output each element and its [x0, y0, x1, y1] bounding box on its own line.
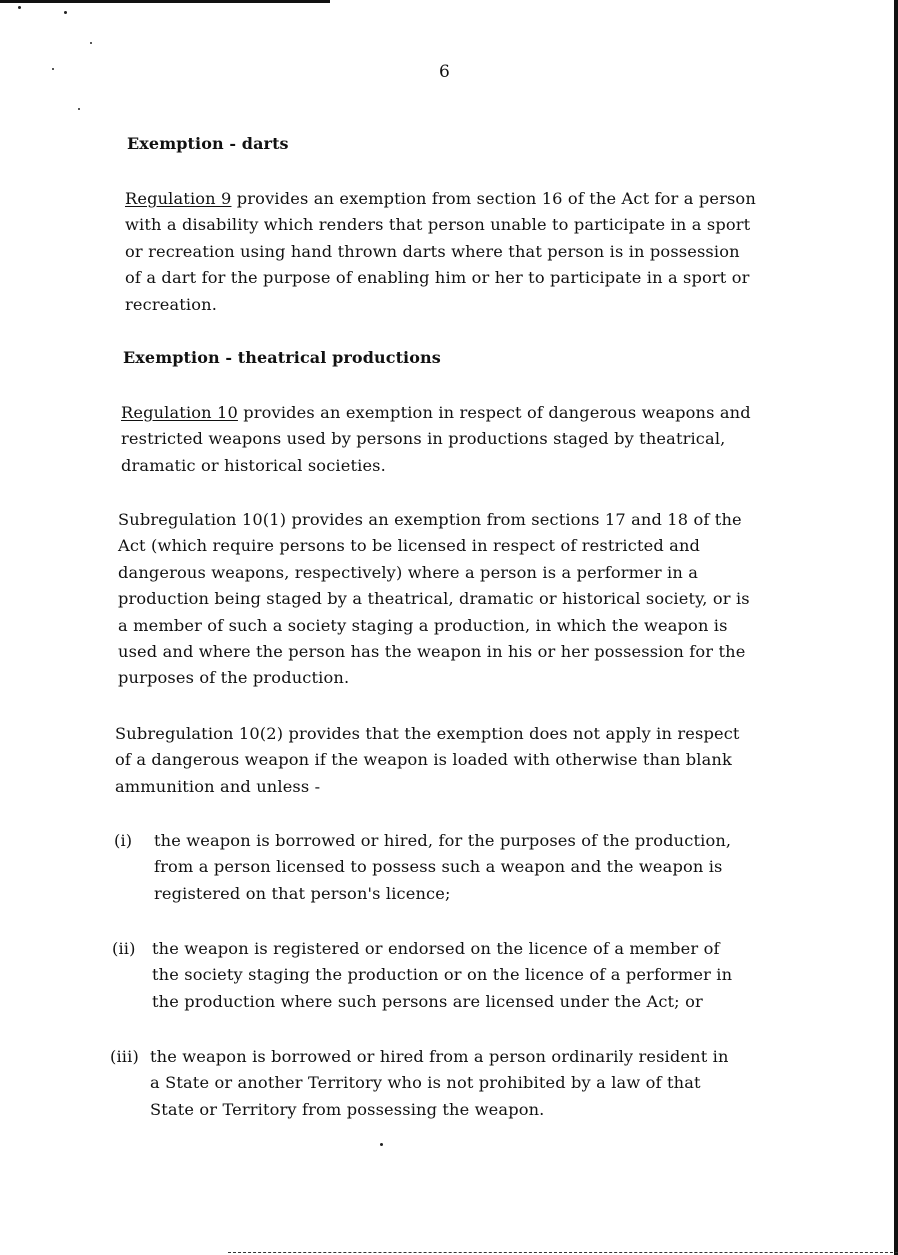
list-item-iii	[110, 1044, 750, 1124]
list-item-number: (ii)	[112, 939, 136, 958]
paragraph-text: provides an exemption in respect of dangerous weapons and restricted weapons used by persons in productions staged by theatrical, dramatic or historical societies.	[121, 403, 751, 475]
list-item-number: (i)	[114, 831, 133, 850]
scan-speck	[52, 68, 54, 70]
scan-speck	[18, 6, 21, 9]
scan-speck	[380, 1143, 383, 1146]
scan-speck	[90, 42, 92, 44]
list-item-text: the weapon is registered or endorsed on the licence of a member of the society staging the production or on the licence of a performer in the production where such persons are licensed under the Act; or	[152, 939, 733, 1011]
regulation-10-reference: Regulation 10	[121, 403, 238, 422]
list-item-i	[114, 828, 754, 908]
paragraph-subregulation-10-2: Subregulation 10(2) provides that the exemption does not apply in respect of a dangerous weapon if the weapon is loaded with otherwise than blank ammunition and unless -	[115, 724, 740, 796]
list-item-text: the weapon is borrowed or hired from a person ordinarily resident in a State or another Territory who is not prohibited by a law of that State or Territory from possessing the weapon.	[150, 1047, 729, 1119]
list-item-number: (iii)	[110, 1047, 139, 1066]
paragraph-regulation-10	[121, 400, 756, 479]
heading-exemption-theatrical: Exemption - theatrical productions	[123, 348, 441, 367]
list-item-ii	[112, 936, 752, 1016]
scan-right-edge	[894, 0, 898, 1255]
page-number: 6	[439, 62, 450, 82]
scan-bottom-rule	[228, 1251, 898, 1253]
scan-speck	[78, 108, 80, 110]
list-item-text: the weapon is borrowed or hired, for the purposes of the production, from a person licensed to possess such a weapon and the weapon is registered on that person's licence;	[154, 831, 732, 903]
scan-top-rule	[0, 0, 330, 3]
regulation-9-reference: Regulation 9	[125, 189, 232, 208]
paragraph-subregulation-10-1: Subregulation 10(1) provides an exemption from sections 17 and 18 of the Act (which require persons to be licensed in respect of restricted and dangerous weapons, respectively) where a person is a performer in a production being staged by a theatrical, dramatic or historical society, or is a member of such a society staging a production, in which the weapon is used and where the person has the weapon in his or her possession for the purposes of the production.	[118, 510, 750, 688]
paragraph-text: provides an exemption from section 16 of the Act for a person with a disability which renders that person unable to participate in a sport or recreation using hand thrown darts where that person is in possession of a dart for the purpose of enabling him or her to participate in a sport or recreation.	[125, 189, 756, 314]
heading-exemption-darts: Exemption - darts	[127, 134, 289, 153]
paragraph-regulation-9	[125, 186, 760, 318]
scan-speck	[64, 11, 67, 14]
